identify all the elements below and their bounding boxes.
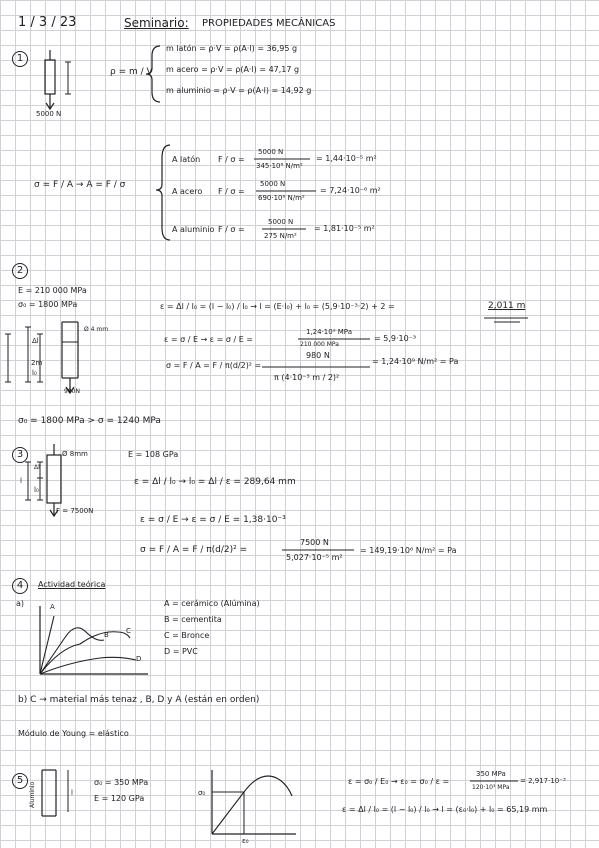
area-brass-result: = 1,44·10⁻⁵ m² bbox=[316, 154, 377, 163]
problem-2-conclusion: σ₀ = 1800 MPa > σ = 1240 MPa bbox=[18, 416, 161, 426]
stress-area-formula: σ = F / A → A = F / σ bbox=[34, 180, 126, 190]
problem-2-eq2-num: 1,24·10⁹ MPa bbox=[306, 328, 352, 336]
problem-4-part-b: b) C → material más tenaz , B, D y A (están en orden) bbox=[18, 695, 260, 705]
problem-2-force: 980N bbox=[64, 388, 80, 395]
curve-label-c: C bbox=[126, 627, 131, 635]
problem-3-number: 3 bbox=[12, 447, 28, 463]
problem-1-number: 1 bbox=[12, 51, 28, 67]
area-steel-result: = 7,24·10⁻⁶ m² bbox=[320, 186, 381, 195]
problem-3-eq1: ε = Δl / l₀ → l₀ = Δl / ε = 289,64 mm bbox=[134, 477, 296, 487]
area-aluminum-result: = 1,81·10⁻⁵ m² bbox=[314, 224, 375, 233]
problem-2-diameter: Ø 4 mm bbox=[84, 326, 109, 333]
mass-brass: m latón = ρ·V = ρ(A·l) = 36,95 g bbox=[166, 44, 298, 53]
problem-5-eq1-result: = 2,917·10⁻³ bbox=[520, 777, 566, 785]
problem-4-number: 4 bbox=[12, 578, 28, 594]
legend-d: D = PVC bbox=[164, 647, 198, 656]
problem-3-young: E = 108 GPa bbox=[128, 450, 179, 459]
legend-a: A = cerámico (Alúmina) bbox=[164, 599, 260, 608]
problem-5-l: l bbox=[71, 789, 73, 797]
problem-5-young: E = 120 GPa bbox=[94, 794, 145, 803]
problem-2-eq3: σ = F / A = F / π(d/2)² = bbox=[166, 361, 262, 370]
problem-5-graph-y: σ₀ bbox=[198, 789, 206, 797]
problem-3-l0: l₀ bbox=[34, 486, 39, 494]
problem-2-eq3-num: 980 N bbox=[306, 351, 330, 360]
area-aluminum-label: A aluminio bbox=[172, 225, 215, 234]
problem-3-eq3-result: = 149,19·10⁶ N/m² = Pa bbox=[360, 546, 457, 555]
problem-3-diameter: Ø 8mm bbox=[62, 450, 88, 458]
problem-2-length: 2m bbox=[31, 359, 43, 367]
density-formula: ρ = m / V bbox=[110, 67, 153, 77]
area-brass-expr: F / σ = bbox=[218, 155, 245, 164]
problem-5-eq2: ε = Δl / l₀ = (l − l₀) / l₀ → l = (ε₀·l₀) + l₀ = 65,19 mm bbox=[342, 805, 548, 814]
problem-5-eq1-num: 350 MPa bbox=[476, 770, 506, 778]
young-modulus-note: Módulo de Young = elástico bbox=[18, 729, 129, 738]
problem-5-number: 5 bbox=[12, 773, 28, 789]
problem-2-eq2: ε = σ / E → ε = σ / E = bbox=[164, 335, 254, 344]
legend-c: C = Bronce bbox=[164, 631, 210, 640]
area-aluminum-expr: F / σ = bbox=[218, 225, 245, 234]
problem-3-l: l bbox=[20, 477, 22, 485]
date: 1 / 3 / 23 bbox=[18, 15, 77, 30]
problem-2-l0: l₀ bbox=[32, 369, 37, 377]
problem-5-graph-x: ε₀ bbox=[242, 837, 249, 845]
problem-1-load: 5000 N bbox=[36, 110, 62, 118]
area-brass-num: 5000 N bbox=[258, 148, 284, 156]
area-brass-den: 345·10⁶ N/m² bbox=[256, 162, 303, 170]
problem-3-force: F = 7500N bbox=[56, 507, 94, 515]
problem-2-eq2-result: = 5,9·10⁻³ bbox=[374, 334, 417, 343]
area-steel-label: A acero bbox=[172, 187, 203, 196]
problem-2-eq2-den: 210 000 MPa bbox=[300, 341, 339, 348]
problem-2-yield: σ₀ = 1800 MPa bbox=[18, 300, 78, 309]
problem-3-eq3-den: 5,027·10⁻⁵ m² bbox=[286, 553, 343, 562]
legend-b: B = cementita bbox=[164, 615, 222, 624]
area-steel-expr: F / σ = bbox=[218, 187, 245, 196]
area-brass-label: A latón bbox=[172, 155, 201, 164]
problem-2-eq1: ε = Δl / l₀ = (l − l₀) / l₀ → l = (E·l₀) + l₀ = (5,9·10⁻³·2) + 2 = bbox=[160, 302, 395, 311]
problem-3-eq3: σ = F / A = F / π(d/2)² = bbox=[140, 545, 248, 555]
page-title: PROPIEDADES MECÁNICAS bbox=[202, 18, 336, 29]
area-steel-num: 5000 N bbox=[260, 180, 286, 188]
problem-3-eq2: ε = σ / E → ε = σ / E = 1,38·10⁻³ bbox=[140, 515, 286, 525]
mass-aluminum: m aluminio = ρ·V = ρ(A·l) = 14,92 g bbox=[166, 86, 312, 95]
area-aluminum-den: 275 N/m² bbox=[264, 232, 297, 240]
area-steel-den: 690·10⁶ N/m² bbox=[258, 194, 305, 202]
problem-2-young: E = 210 000 MPa bbox=[18, 286, 87, 295]
mass-steel: m acero = ρ·V = ρ(A·l) = 47,17 g bbox=[166, 65, 300, 74]
area-aluminum-num: 5000 N bbox=[268, 218, 294, 226]
problem-2-delta: Δl bbox=[32, 337, 39, 345]
problem-5-eq1: ε = σ₀ / E₀ → ε₀ = σ₀ / ε = bbox=[348, 777, 450, 786]
problem-4-title: Actividad teórica bbox=[38, 580, 106, 589]
curve-label-a: A bbox=[50, 603, 55, 611]
problem-5-material: Aluminio bbox=[29, 781, 36, 808]
problem-4-part-a: a) bbox=[16, 599, 25, 608]
problem-2-eq3-result: = 1,24·10⁹ N/m² = Pa bbox=[372, 357, 459, 366]
curve-label-b: B bbox=[104, 631, 109, 639]
problem-5-yield: σ₀ = 350 MPa bbox=[94, 778, 149, 787]
problem-3-eq3-num: 7500 N bbox=[300, 538, 329, 547]
title-prefix: Seminario: bbox=[124, 16, 189, 30]
problem-5-eq1-den: 120·10³ MPa bbox=[472, 784, 510, 791]
problem-3-delta: Δl bbox=[34, 464, 40, 471]
problem-2-length-result: 2,011 m bbox=[488, 301, 526, 311]
problem-2-number: 2 bbox=[12, 263, 28, 279]
curve-label-d: D bbox=[136, 655, 142, 663]
problem-2-eq3-den: π (4·10⁻³ m / 2)² bbox=[274, 373, 340, 382]
